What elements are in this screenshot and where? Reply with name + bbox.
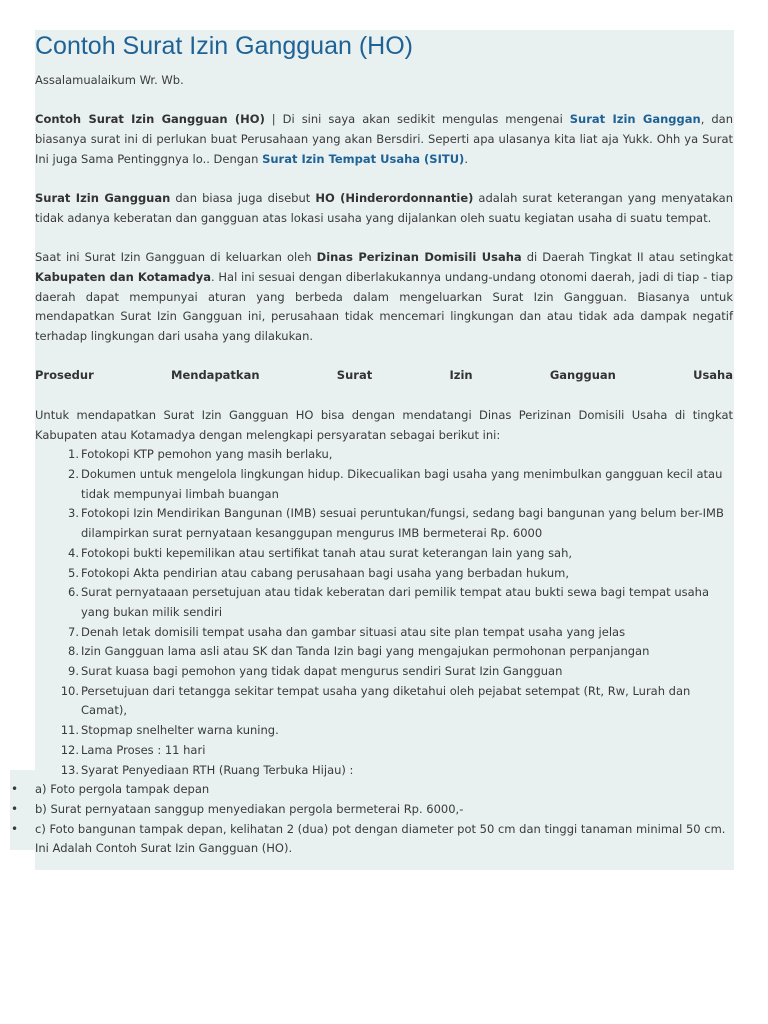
paragraph-definition: Surat Izin Gangguan dan biasa juga disebut HO (Hinderordonnantie) adalah surat keterangan yang menyatakan tidak adanya keberatan dan gangguan atas lokasi usaha yang dijalankan oleh suatu kegiatan usaha di suatu tempat. [35, 191, 733, 225]
greeting: Assalamualaikum Wr. Wb. [35, 73, 184, 87]
list-item: 10. Persetujuan dari tetangga sekitar tempat usaha yang diketahui oleh pejabat setempat (Rt, Rw, Lurah dan Camat), [60, 683, 691, 718]
article-title: Contoh Surat Izin Gangguan (HO) [35, 32, 413, 60]
list-item: 8. Izin Gangguan lama asli atau SK dan Tanda Izin bagi yang mengajukan permohonan perpanjangan [68, 644, 650, 659]
list-item: 11. Stopmap snelhelter warna kuning. [60, 723, 279, 738]
list-item: 4. Fotokopi bukti kepemilikan atau sertifikat tanah atau surat keterangan lain yang sah, [68, 545, 573, 560]
bullet-item: • b) Surat pernyataan sanggup menyediakan pergola bermeterai Rp. 6000,- [35, 800, 733, 820]
list-item: 3. Fotokopi Izin Mendirikan Bangunan (IMB) sesuai peruntukan/fungsi, sedang bagi bangunan yang belum ber-IMB dilampirkan surat pernyataan kesanggupan mengurus IMB bermeterai Rp. 6000 [68, 506, 724, 541]
list-item: 2. Dokumen untuk mengelola lingkungan hidup. Dikecualikan bagi usaha yang menimbulkan gangguan kecil atau tidak mempunyai limbah buangan [68, 466, 723, 501]
link-situ[interactable]: Surat Izin Tempat Usaha (SITU) [262, 151, 465, 166]
list-item: 9. Surat kuasa bagi pemohon yang tidak dapat mengurus sendiri Surat Izin Gangguan [68, 664, 563, 679]
article-content [11, 30, 733, 859]
list-item: 12. Lama Proses : 11 hari [60, 742, 206, 757]
bullet-item: • a) Foto pergola tampak depan [35, 780, 733, 800]
bullet-icon: • [11, 782, 19, 797]
intro-bold: Contoh Surat Izin Gangguan (HO) [35, 112, 265, 127]
list-item: 5. Fotokopi Akta pendirian atau cabang perusahaan bagi usaha yang berbadan hukum, [68, 565, 569, 580]
list-item: 6. Surat pernyataaan persetujuan atau tidak keberatan dari pemilik tempat atau bukti sewa bagi tempat usaha yang bukan milik sendiri [68, 585, 709, 619]
list-item: 7. Denah letak domisili tempat usaha dan gambar situasi atau site plan tempat usaha yang jelas [68, 624, 626, 639]
rth-bullet-list [11, 780, 733, 839]
link-surat-izin-ganggan[interactable]: Surat Izin Ganggan [569, 112, 701, 127]
bullet-icon: • [11, 801, 19, 816]
section-heading-procedure: Prosedur Mendapatkan Surat Izin Gangguan Usaha [35, 368, 733, 383]
bullet-item: • c) Foto bangunan tampak depan, kelihatan 2 (dua) pot dengan diameter pot 50 cm dan tinggi tanaman minimal 50 cm. [35, 820, 733, 840]
paragraph-issuer: Saat ini Surat Izin Gangguan di keluarkan oleh Dinas Perizinan Domisili Usaha di Daerah Tingkat II atau setingkat Kabupaten dan Kotamadya. Hal ini sesuai dengan diberlakukannya undang-undang otonomi daerah, jadi di tiap - tiap daerah dapat mempunyai aturan yang berbeda dalam mengeluarkan Surat Izin Gangguan. Biasanya untuk mendapatkan Surat Izin Gangguan ini, perusahaan tidak mencemari lingkungan dan atau tidak ada dampak negatif terhadap lingkungan dari usaha yang dilakukan. [35, 250, 733, 344]
paragraph-intro: Contoh Surat Izin Gangguan (HO) | Di sini saya akan sedikit mengulas mengenai Surat Izin Ganggan, dan biasanya surat ini di perlukan buat Perusahaan yang akan Bersdiri. Seperti apa ulasanya kita liat aja Yukk. Ohh ya Surat Ini juga Sama Pentinggnya lo.. Dengan Surat Izin Tempat Usaha (SITU). [35, 112, 733, 166]
procedure-intro: Untuk mendapatkan Surat Izin Gangguan HO bisa dengan mendatangi Dinas Perizinan Domisili Usaha di tingkat Kabupaten atau Kotamadya dengan melengkapi persyaratan sebagai berikut ini: [35, 407, 733, 442]
closing-line: Ini Adalah Contoh Surat Izin Gangguan (HO). [35, 841, 293, 856]
list-item: 13. Syarat Penyediaan RTH (Ruang Terbuka Hijau) : [60, 762, 354, 777]
bullet-icon: • [11, 821, 19, 836]
list-item: 1. Fotokopi KTP pemohon yang masih berlaku, [68, 447, 333, 462]
requirements-list [35, 445, 733, 780]
